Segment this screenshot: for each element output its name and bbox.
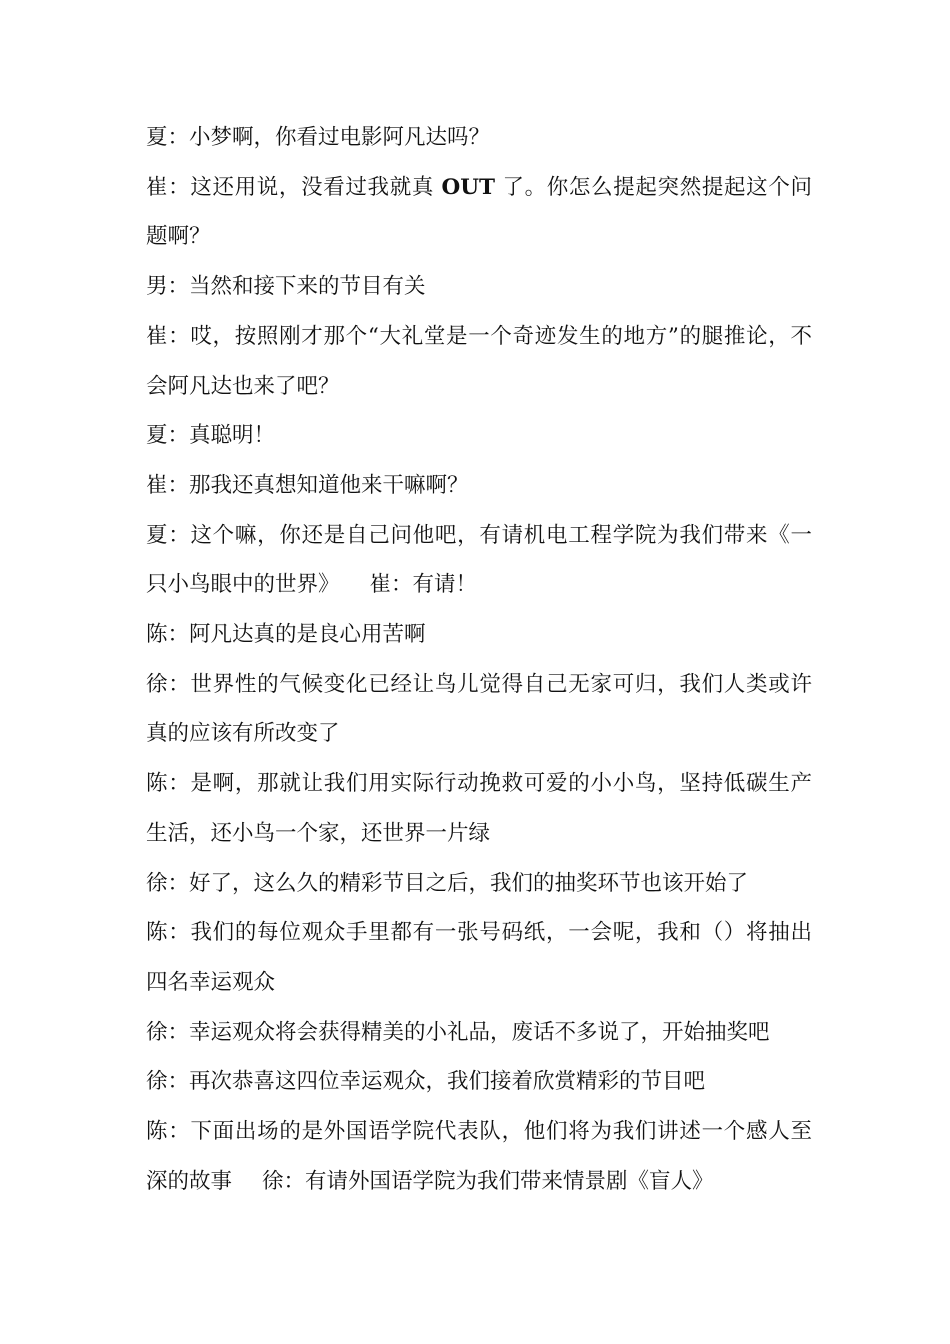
line-text: 当然和接下来的节目有关	[189, 274, 426, 300]
line-text: 那我还真想知道他来干嘛啊？	[189, 472, 469, 498]
dialogue-line	[146, 660, 812, 759]
speaker-label: 崔：	[369, 572, 413, 598]
speaker-label: 夏：	[146, 522, 191, 548]
dialogue-line	[146, 163, 812, 262]
line-text: 这个嘛，你还是自己问他吧，有请机电工程学院为我们带来《一只小鸟眼中的世界》	[146, 522, 812, 598]
line-text: 世界性的气候变化已经让鸟儿觉得自己无家可归，我们人类或许真的应该有所改变了	[146, 671, 812, 747]
line-text: 有请外国语学院为我们带来情景剧《盲人》	[305, 1168, 714, 1194]
line-text: 有请！	[412, 572, 478, 598]
speaker-label: 陈：	[146, 1119, 191, 1145]
line-text: 再次恭喜这四位幸运观众，我们接着欣赏精彩的节目吧	[189, 1069, 706, 1095]
speaker-label: 徐：	[146, 1069, 190, 1095]
line-text: 我们的每位观众手里都有一张号码纸，一会呢，我和（）将抽出四名幸运观众	[146, 920, 812, 995]
line-text: 幸运观众将会获得精美的小礼品，废话不多说了，开始抽奖吧	[189, 1019, 770, 1045]
speaker-label: 徐：	[146, 870, 190, 896]
dialogue-line	[146, 908, 812, 1007]
speaker-label: 陈：	[146, 622, 190, 648]
dialogue-line	[146, 1057, 812, 1107]
dialogue-line	[146, 1008, 812, 1058]
speaker-label: 夏：	[146, 423, 190, 449]
line-text: 了。你怎么提起突然提起这个问题啊？	[146, 174, 812, 250]
dialogue-line	[146, 511, 812, 610]
dialogue-line	[146, 859, 812, 909]
speaker-label: 崔：	[146, 472, 190, 498]
line-text: 阿凡达真的是良心用苦啊	[189, 622, 426, 648]
speaker-label: 崔：	[146, 323, 191, 349]
speaker-label: 男：	[146, 274, 190, 300]
speaker-label: 陈：	[146, 771, 191, 797]
dialogue-line	[146, 312, 812, 411]
dialogue-line	[146, 759, 812, 858]
dialogue-line	[146, 461, 812, 511]
line-text: 小梦啊，你看过电影阿凡达吗？	[189, 125, 491, 150]
dialogue-line	[146, 1107, 812, 1206]
dialogue-line	[146, 411, 812, 461]
bold-word: OUT	[441, 174, 495, 200]
speaker-label: 崔：	[146, 174, 191, 200]
speaker-label: 徐：	[146, 1019, 190, 1045]
dialogue-line	[146, 113, 812, 163]
line-text: 哎，按照刚才那个“大礼堂是一个奇迹发生的地方”的腿推论，不会阿凡达也来了吧？	[146, 323, 812, 399]
speaker-label: 陈：	[146, 920, 191, 946]
speaker-label: 徐：	[146, 671, 191, 697]
line-text: 是啊，那就让我们用实际行动挽救可爱的小小鸟，坚持低碳生产生活，还小鸟一个家，还世界一片绿	[146, 771, 812, 846]
dialogue-line	[146, 262, 812, 312]
dialogue-script	[146, 113, 812, 1206]
line-text: 这还用说，没看过我就真	[190, 174, 442, 200]
dialogue-line	[146, 610, 812, 660]
line-text: 真聪明！	[189, 423, 276, 449]
line-text: 下面出场的是外国语学院代表队，他们将为我们讲述一个感人至深的故事	[146, 1119, 812, 1194]
speaker-label: 徐：	[262, 1168, 306, 1194]
speaker-label: 夏：	[146, 125, 190, 150]
line-text: 好了，这么久的精彩节目之后，我们的抽奖环节也该开始了	[189, 870, 749, 896]
